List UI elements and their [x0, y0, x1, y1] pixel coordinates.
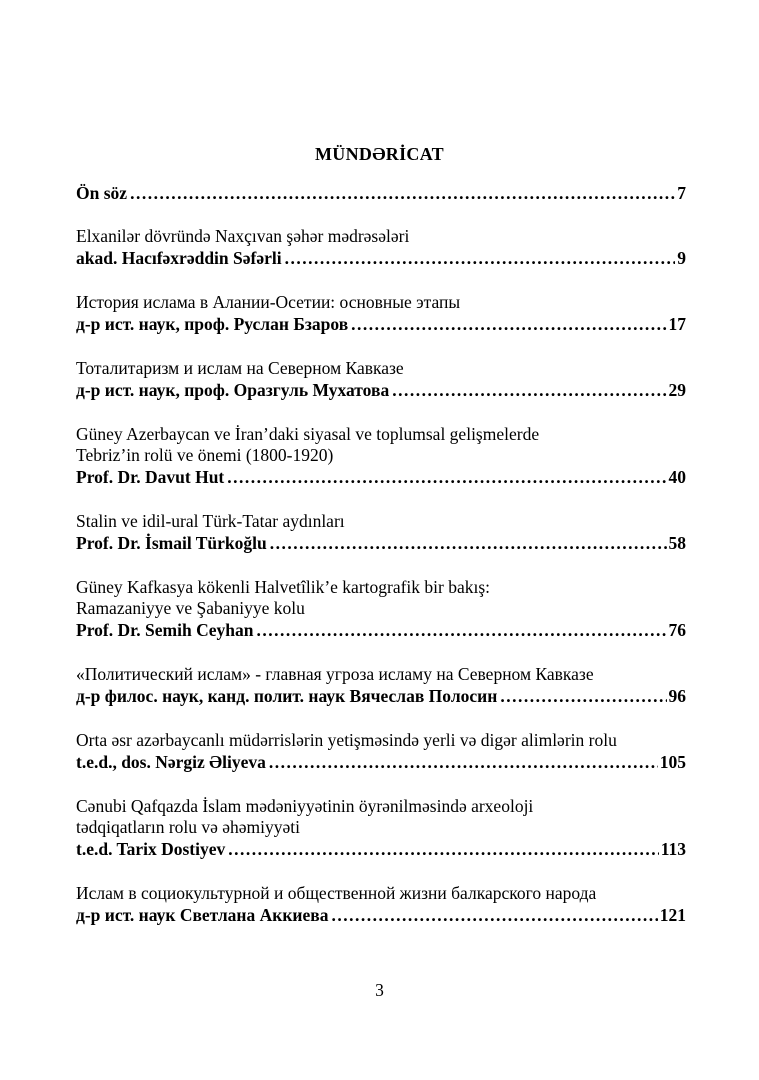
- toc-entry-author: д-р ист. наук Светлана Аккиева: [76, 905, 329, 925]
- toc-entry-author-line[interactable]: [76, 838, 686, 860]
- dot-leader: [392, 379, 666, 401]
- toc-entry: [76, 292, 686, 335]
- toc-entry-title: Güney Azerbaycan ve İran’daki siyasal ve toplumsal gelişmelerde: [76, 424, 540, 444]
- toc-entry-author-line[interactable]: [76, 182, 686, 204]
- dot-leader: [227, 466, 666, 488]
- toc-entry-author-line[interactable]: [76, 466, 686, 488]
- toc-entry-page: 9: [677, 248, 686, 268]
- toc-entry-title-continued: Tebriz’in rolü ve önemi (1800-1920): [76, 445, 334, 465]
- toc-entry: [76, 577, 686, 641]
- dot-leader: [351, 313, 666, 335]
- toc-entry: [76, 664, 686, 707]
- toc-entry-page: 58: [668, 533, 686, 553]
- toc-entry-page: 7: [677, 183, 686, 203]
- toc-entry-title: Orta əsr azərbaycanlı müdərrislərin yetişməsində yerli və digər alimlərin rolu: [76, 730, 617, 750]
- toc-entry-author-line[interactable]: [76, 313, 686, 335]
- page-number: 3: [375, 980, 384, 1000]
- toc-entry-author-line[interactable]: [76, 685, 686, 707]
- toc-entry-author-line[interactable]: [76, 247, 686, 269]
- toc-entry-author: t.e.d., dos. Nərgiz Əliyeva: [76, 752, 266, 772]
- toc-entry-title: Ислам в социокультурной и общественной жизни балкарского народа: [76, 883, 597, 903]
- toc-entry-author: Prof. Dr. Semih Ceyhan: [76, 620, 254, 640]
- dot-leader: [331, 904, 657, 926]
- toc-entry-author-line[interactable]: [76, 379, 686, 401]
- toc-entry-page: 17: [668, 314, 686, 334]
- toc-entry-author: Ön söz: [76, 183, 128, 203]
- toc-entry-title: «Политический ислам» - главная угроза исламу на Северном Кавказе: [76, 664, 594, 684]
- dot-leader: [285, 247, 676, 269]
- toc-entry-author-line[interactable]: [76, 532, 686, 554]
- toc-entry-author: д-р ист. наук, проф. Оразгуль Мухатова: [76, 380, 390, 400]
- toc-entry-page: 105: [659, 752, 686, 772]
- toc-entry-title: Stalin ve idil-ural Türk-Tatar aydınları: [76, 511, 345, 531]
- toc-entry: [76, 730, 686, 773]
- toc-entry-title: История ислама в Алании-Осетии: основные этапы: [76, 292, 461, 312]
- toc-entry-page: 113: [660, 839, 686, 859]
- toc-entry-author-line[interactable]: [76, 904, 686, 926]
- toc-entry-page: 121: [659, 905, 686, 925]
- toc-entry: [76, 796, 686, 860]
- toc-entry: [76, 182, 686, 204]
- toc-entry: [76, 358, 686, 401]
- toc-entry-author: д-р филос. наук, канд. полит. наук Вячеслав Полосин: [76, 686, 498, 706]
- toc-entry: [76, 226, 686, 269]
- toc-entry-author: Prof. Dr. İsmail Türkoğlu: [76, 533, 267, 553]
- toc-entry: [76, 883, 686, 926]
- dot-leader: [228, 838, 658, 860]
- toc-entry-author-line[interactable]: [76, 619, 686, 641]
- toc-entry-page: 29: [668, 380, 686, 400]
- toc-entry-page: 40: [668, 467, 686, 487]
- toc-entry-page: 96: [668, 686, 686, 706]
- toc-entry-author: д-р ист. наук, проф. Руслан Бзаров: [76, 314, 349, 334]
- toc-entry-title: Cənubi Qafqazda İslam mədəniyyətinin öyrənilməsində arxeoloji: [76, 796, 534, 816]
- toc-entry-author: akad. Hacıfəxrəddin Səfərli: [76, 248, 282, 268]
- toc-entry-title-continued: Ramazaniyye ve Şabaniyye kolu: [76, 598, 305, 618]
- toc-entry-author: t.e.d. Tarix Dostiyev: [76, 839, 226, 859]
- toc-entry-author: Prof. Dr. Davut Hut: [76, 467, 225, 487]
- toc-entry-title: Elxanilər dövründə Naxçıvan şəhər mədrəsələri: [76, 226, 410, 246]
- toc-entry-page: 76: [668, 620, 686, 640]
- dot-leader: [256, 619, 666, 641]
- dot-leader: [500, 685, 666, 707]
- dot-leader: [269, 751, 658, 773]
- page-title: MÜNDƏRİCAT: [315, 144, 444, 164]
- toc-entry-author-line[interactable]: [76, 751, 686, 773]
- toc-entry-title: Güney Kafkasya kökenli Halvetîlik’e kartografik bir bakış:: [76, 577, 491, 597]
- toc-entry: [76, 511, 686, 554]
- dot-leader: [130, 182, 675, 204]
- toc-entry: [76, 424, 686, 488]
- dot-leader: [270, 532, 667, 554]
- table-of-contents: [76, 182, 686, 926]
- toc-entry-title: Тоталитаризм и ислам на Северном Кавказе: [76, 358, 404, 378]
- toc-entry-title-continued: tədqiqatların rolu və əhəmiyyəti: [76, 817, 301, 837]
